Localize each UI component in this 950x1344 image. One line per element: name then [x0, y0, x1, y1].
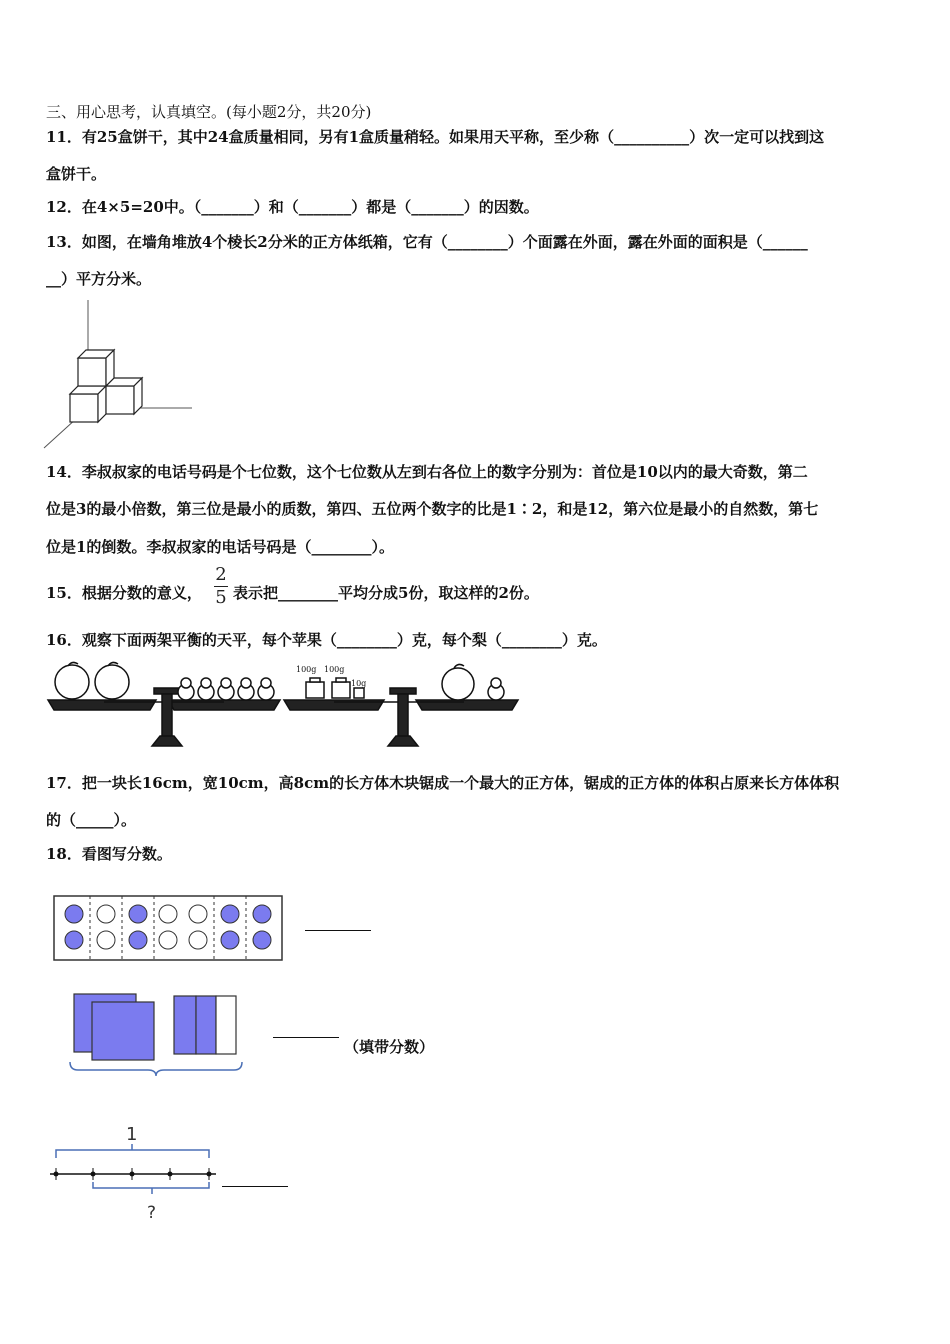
q11-line2: 盒饼干。: [46, 165, 107, 183]
q15-before: 15．根据分数的意义，: [46, 584, 202, 602]
numberline-top-label: 1: [126, 1124, 138, 1145]
q13-line1: 13．如图，在墙角堆放4个棱长2分米的正方体纸箱，它有（________）个面露在外面，露在外面的面积是（______: [46, 233, 808, 251]
q13-line2: __）平方分米。: [46, 270, 152, 288]
cube-corner-figure: [40, 296, 200, 456]
fraction-numerator: 2: [215, 564, 227, 585]
q18-line1: 18．看图写分数。: [46, 845, 172, 863]
weight-label: 100g: [296, 665, 317, 674]
balance-scales-figure: [44, 658, 524, 752]
squares-figure: [66, 990, 246, 1082]
weight-100g-2: [332, 682, 350, 698]
q17-line2: 的（_____）。: [46, 811, 137, 829]
q14-line1: 14．李叔叔家的电话号码是个七位数，这个七位数从左到右各位上的数字分别为：首位是10以内的最大奇数，第二: [46, 463, 808, 481]
dots-grid-figure: [52, 894, 288, 964]
q11-line1: 11．有25盒饼干，其中24盒质量相同，另有1盒质量稍轻。如果用天平称，至少称（__________）次一定可以找到这: [46, 128, 825, 146]
weight-10g: [354, 688, 364, 698]
apple-icon: [55, 665, 89, 699]
weight-label: 10g: [351, 679, 367, 688]
weight-label: 100g: [324, 665, 345, 674]
apple-icon: [95, 665, 129, 699]
q12-line1: 12．在4×5=20中。（_______）和（_______）都是（_______）的因数。: [46, 198, 539, 216]
q14-line3: 位是1的倒数。李叔叔家的电话号码是（________）。: [46, 538, 394, 556]
answer-blank-3[interactable]: [222, 1186, 288, 1187]
answer-blank-1[interactable]: [305, 930, 371, 931]
number-line-figure: [46, 1120, 226, 1230]
q16-line1: 16．观察下面两架平衡的天平，每个苹果（________）克，每个梨（________）克。: [46, 631, 607, 649]
section-title: 三、用心思考，认真填空。(每小题2分，共20分): [46, 103, 372, 121]
numberline-bottom-label: ?: [147, 1203, 157, 1223]
q15-after: 表示把________平均分成5份，取这样的2份。: [233, 584, 539, 602]
mixed-number-note: （填带分数）: [344, 1038, 435, 1056]
fraction-denominator: 5: [215, 587, 227, 608]
q14-line2: 位是3的最小倍数，第三位是最小的质数，第四、五位两个数字的比是1∶2，和是12，第六位是最小的自然数，第七: [46, 500, 819, 518]
apple-icon: [442, 668, 474, 700]
answer-blank-2[interactable]: [273, 1037, 339, 1038]
weight-100g-1: [306, 682, 324, 698]
fraction-two-fifths: [212, 566, 230, 607]
q17-line1: 17．把一块长16cm，宽10cm，高8cm的长方体木块锯成一个最大的正方体，锯成的正方体的体积占原来长方体体积: [46, 774, 840, 792]
